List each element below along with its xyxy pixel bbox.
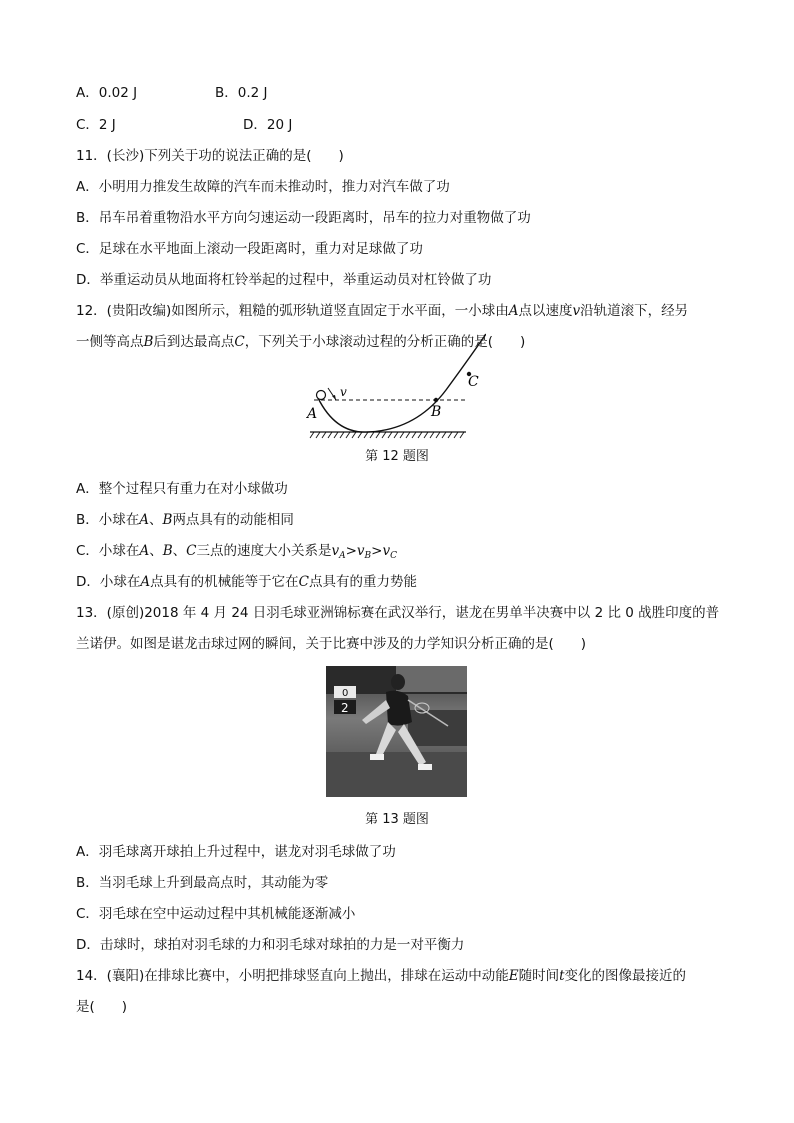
q12-figure-caption: 第 12 题图 — [365, 449, 429, 464]
badminton-photo — [326, 666, 467, 797]
point-B-dot — [434, 398, 438, 402]
label-B: B — [431, 404, 442, 420]
label-A: A — [307, 406, 318, 422]
ground-hatching — [310, 432, 464, 438]
q13-option-d: D．击球时，球拍对羽毛球的力和羽毛球对球拍的力是一对平衡力 — [76, 937, 465, 953]
q13-stem-line1: 13．(原创)2018 年 4 月 24 日羽毛球亚洲锦标赛在武汉举行，谌龙在男单半决赛中以 2 比 0 战胜印度的普 — [76, 605, 720, 621]
q14-stem-line1: 14．(襄阳)在排球比赛中，小明把排球竖直向上抛出，排球在运动中动能E随时间t变化的图像最接近的 — [76, 968, 687, 984]
q13-figure-caption: 第 13 题图 — [365, 812, 429, 827]
q11-option-c: C．足球在水平地面上滚动一段距离时，重力对足球做了功 — [76, 241, 423, 257]
arc-track — [318, 334, 486, 432]
q12-stem-line1: 12．(贵阳改编)如图所示，粗糙的弧形轨道竖直固定于水平面，一小球由A点以速度v沿轨道滚下，经另 — [76, 303, 689, 319]
badminton-photo-scene — [326, 666, 467, 797]
q11-option-b: B．吊车吊着重物沿水平方向匀速运动一段距离时，吊车的拉力对重物做了功 — [76, 210, 531, 226]
q11-option-a: A．小明用力推发生故障的汽车而未推动时，推力对汽车做了功 — [76, 179, 450, 195]
svg-text:2: 2 — [341, 701, 349, 715]
q13-stem-line2: 兰诺伊。如图是谌龙击球过网的瞬间，关于比赛中涉及的力学知识分析正确的是( ) — [76, 636, 587, 652]
option-c-2J: C．2 J — [76, 117, 116, 133]
label-v: v — [340, 385, 347, 399]
q12-option-c: C．小球在A、B、C三点的速度大小关系是$v_A>v_B>v_C$ — [76, 543, 398, 561]
q12-option-b: B．小球在A、B两点具有的动能相同 — [76, 512, 294, 528]
option-d-20J: D．20 J — [243, 117, 293, 133]
q12-option-a: A．整个过程只有重力在对小球做功 — [76, 481, 288, 497]
option-b-0.2J: B．0.2 J — [215, 85, 268, 101]
q11-option-d: D．举重运动员从地面将杠铃举起的过程中，举重运动员对杠铃做了功 — [76, 272, 492, 288]
svg-text:0: 0 — [342, 688, 349, 699]
option-a-0.02J: A．0.02 J — [76, 85, 138, 101]
ball — [317, 391, 326, 400]
q12-stem-line2: 一侧等高点B后到达最高点C，下列关于小球滚动过程的分析正确的是( ) — [76, 334, 526, 350]
q11-stem: 11．(长沙)下列关于功的说法正确的是( ) — [76, 148, 344, 164]
q13-option-b: B．当羽毛球上升到最高点时，其动能为零 — [76, 875, 329, 891]
q12-track-figure — [306, 330, 486, 442]
label-C: C — [468, 374, 479, 390]
q14-stem-line2: 是( ) — [76, 999, 128, 1015]
q12-option-d: D．小球在A点具有的机械能等于它在C点具有的重力势能 — [76, 574, 417, 590]
q13-option-c: C．羽毛球在空中运动过程中其机械能逐渐减小 — [76, 906, 356, 922]
q13-option-a: A．羽毛球离开球拍上升过程中，谌龙对羽毛球做了功 — [76, 844, 396, 860]
